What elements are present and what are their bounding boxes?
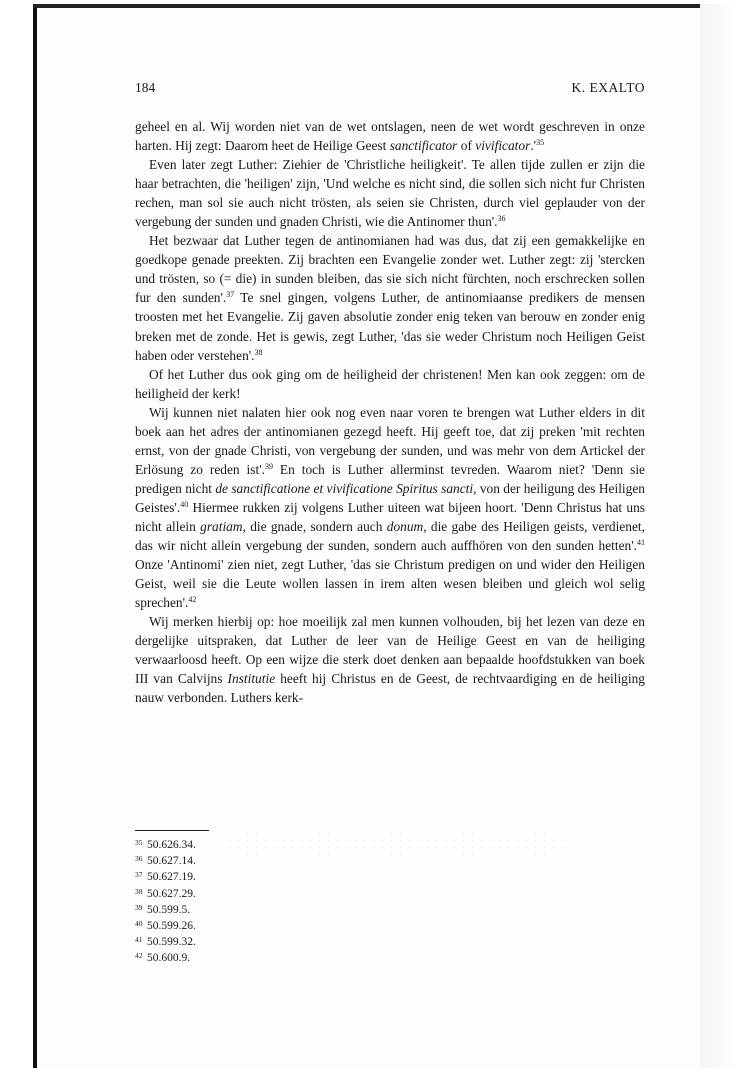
footnote-mark: 41 [135,935,143,945]
text-run: Onze 'Antinomi' zien niet, zegt Luther, 'das sie Christum predigen on und wider den Heiligen Geist, weil sie die Leute wollen lassen in irem alten wesen bleiben und gleich wol selig sprechen'. [135,557,645,611]
footnote-reference: 41 [637,538,645,548]
text-run: von der heiligung des Heiligen Geistes'. [135,480,645,515]
footnote-citation: 50.600.9. [147,952,191,965]
text-run: En toch is Luther allerminst tevreden. Waarom niet? 'Denn sie predigen nicht [135,461,646,496]
footnote-rule [135,830,209,831]
footnote-citation: 50.626.34. [147,839,196,851]
italic-text: de sanctificatione et vivificatione Spiritus sancti, [215,480,477,496]
page-header [135,80,645,98]
footnote-mark: 36 [135,854,143,864]
footnote-mark: 40 [135,919,143,929]
scan-margin-right [700,4,738,1068]
footnote-item [135,836,196,852]
text-run: die gnade, sondern auch [245,518,387,534]
body-text [135,117,645,707]
footnote-item [135,949,196,965]
text-run: Hiermee rukken zij volgens Luther uiteen wat bijeen hoort. 'Denn Christus hat uns nicht allein [135,499,645,534]
scan-edge-left [33,4,37,1068]
footnote-reference: 42 [188,595,197,605]
text-run: Te snel gingen, volgens Luther, de antinomiaanse predikers de mensen troosten met het Evangelie. Zij gaven absolutie zonder enig teken van berouw en zonder enig breken met de zonde. Het is gewis, zegt Luther, 'das sie weder Christum noch Heiligen Geist haben oder verstehen'. [135,290,645,363]
body-paragraph [135,231,645,364]
text-run: Wij kunnen niet nalaten hier ook nog even naar voren te brengen wat Luther elders in dit boek aan het adres der antinomianen gezegd heeft. Hij geeft toe, dat zij preken 'mit rechten ernst, von der gnade Christi, von vergebung der sunden, und was mehr von dem Artickel der Erlösung zo reden ist'. [135,404,645,477]
text-run: die gabe des Heiligen geists, verdienet, das wir nicht allein vergebung der sunden, sondern auch auffhören von den sunden hetten'. [135,518,645,554]
text-run: Wij merken hierbij op: hoe moeilijk zal men kunnen volhouden, bij het lezen van deze en dergelijke uitspraken, dat Luther de leer van de Heilige Geest en van de heiliging verwaarloosd heeft. Op een wijze die sterk doet denken aan bepaalde hoofdstukken van boek III van Calvijns [135,614,645,687]
footnote-mark: 39 [135,902,143,912]
footnote-citation: 50.627.14. [147,855,196,868]
footnote-reference: 37 [226,290,235,300]
footnote-reference: 40 [180,499,189,509]
footnote-reference: 36 [497,214,506,224]
footnote-citation: 50.627.29. [147,887,196,900]
text-run: of [457,138,476,154]
text-run: Even later zegt Luther: Ziehier de 'Christliche heiligkeit'. Te allen tijde zullen er zijn die haar betrachten, die 'heiligen' zijn, 'Und welche es nicht sind, die sollen sich nicht fur Christen rechen, man sol sie auch nicht trösten, als seien sie Christen, durch viel geplauder von der vergebung der sunden und gnaden Christi, wie die Antinomer thun'. [135,157,645,230]
text-run: geheel en al. Wij worden niet van de wet ontslagen, neen de wet wordt geschreven in onze harten. Hij zegt: Daarom heet de Heilige Geest [135,119,645,154]
footnote-mark: 42 [135,951,143,961]
footnote-reference: 39 [264,461,273,471]
footnote-reference: 35 [536,138,545,148]
scan-specks [225,830,565,860]
footnote-mark: 37 [135,870,143,880]
italic-text: donum, [386,518,427,534]
running-head: K. EXALTO [571,80,645,95]
text-run: Het bezwaar dat Luther tegen de antinomianen had was dus, dat zij een gemakkelijke en goedkope genade preekten. Zij brachten een Evangelie zonder wet. Luther zegt: zij 'stercken und trösten, so (= die) in sunden bleiben, das sie sich nicht fürchten, noch erschrecken sollen fur den sunden'. [135,233,645,306]
body-paragraph [135,155,645,231]
footnote-citation: 50.599.5. [147,903,191,916]
footnote-item [135,852,196,868]
footnote-item [135,901,196,917]
footnote-citation: 50.599.32. [147,936,196,949]
body-paragraph [135,403,645,613]
text-run: heeft hij Christus en de Geest, de rechtvaardiging en de heiliging nauw verbonden. Luthers kerk- [135,671,645,706]
italic-text: sanctificator [389,138,458,154]
text-run: Of het Luther dus ook ging om de heiligheid der christenen! Men kan ook zeggen: om de heiligheid der kerk! [135,366,645,401]
footnote-item [135,868,196,884]
footnote-citation: 50.599.26. [147,920,196,933]
footnote-citation: 50.627.19. [147,871,196,884]
footnote-mark: 38 [135,886,143,896]
footnote-mark: 35 [135,838,143,847]
page-number: 184 [135,80,156,95]
footnote-reference: 38 [254,347,263,357]
body-paragraph [135,365,645,403]
italic-text: vivificator [475,138,531,154]
body-paragraph [135,117,645,155]
footnotes [135,836,196,966]
italic-text: Institutie [227,671,276,687]
body-paragraph [135,612,645,707]
footnote-item [135,885,196,901]
text-run: .' [530,138,537,154]
footnote-item [135,917,196,933]
footnote-item [135,933,196,949]
italic-text: gratiam, [200,518,246,534]
